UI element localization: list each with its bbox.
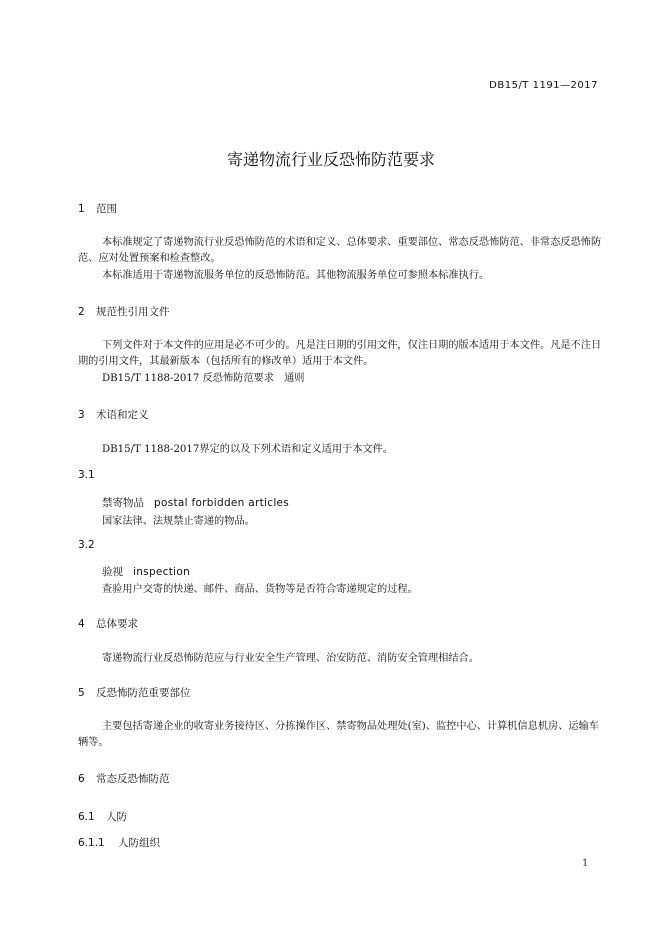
clause-number: 3.1 — [78, 469, 95, 481]
reference-item: DB15/T 1188-2017 反恐怖防范要求 通则 — [102, 373, 305, 384]
section-title: 范围 — [96, 203, 117, 215]
section-number: 4 — [78, 618, 85, 630]
subsection-title: 人防组织 — [118, 837, 160, 849]
section-title: 规范性引用文件 — [96, 306, 170, 318]
section-number: 3 — [78, 409, 85, 421]
term-english: postal forbidden articles — [154, 497, 290, 509]
subsection-number: 6.1 — [78, 811, 95, 823]
paragraph: 本标准规定了寄递物流行业反恐怖防范的术语和定义、总体要求、重要部位、常态反恐怖防范、非常态反恐怖防范、应对处置预案和检查整改。 — [78, 237, 602, 264]
term-entry — [102, 564, 190, 579]
section-number: 5 — [78, 687, 85, 699]
section-number: 1 — [78, 203, 85, 215]
section-heading-general-requirements — [78, 616, 138, 631]
term-definition: 国家法律、法规禁止寄递的物品。 — [102, 516, 255, 527]
subsection-heading — [78, 835, 160, 850]
paragraph: 寄递物流行业反恐怖防范应与行业安全生产管理、治安防范、消防安全管理相结合。 — [102, 653, 479, 664]
section-title: 术语和定义 — [96, 409, 149, 421]
section-heading-routine-prevention — [78, 771, 170, 786]
section-number: 2 — [78, 306, 85, 318]
subsection-number: 6.1.1 — [78, 837, 105, 849]
section-heading-normative-references — [78, 304, 170, 319]
term-english: inspection — [133, 566, 191, 578]
term-chinese: 禁寄物品 — [102, 497, 144, 509]
page-title: 寄递物流行业反恐怖防范要求 — [226, 150, 435, 169]
paragraph: 下列文件对于本文件的应用是必不可少的。凡是注日期的引用文件，仅注日期的版本适用于本文件。凡是不注日期的引用文件，其最新版本（包括所有的修改单）适用于本文件。 — [78, 340, 602, 367]
paragraph: 主要包括寄递企业的收寄业务接待区、分拣操作区、禁寄物品处理处(室)、监控中心、计算机信息机房、运输车辆等。 — [78, 721, 599, 748]
section-title: 总体要求 — [96, 618, 138, 630]
section-heading-terms — [78, 407, 149, 422]
section-heading-key-areas — [78, 685, 191, 700]
section-title: 常态反恐怖防范 — [96, 773, 170, 785]
paragraph: DB15/T 1188-2017界定的以及下列术语和定义适用于本文件。 — [102, 444, 393, 455]
page-number: 1 — [582, 858, 589, 869]
term-definition: 查验用户交寄的快递、邮件、商品、货物等是否符合寄递规定的过程。 — [102, 584, 418, 595]
section-title: 反恐怖防范重要部位 — [96, 687, 191, 699]
section-number: 6 — [78, 773, 85, 785]
clause-number: 3.2 — [78, 539, 95, 551]
term-entry — [102, 495, 289, 510]
term-chinese: 验视 — [102, 566, 123, 578]
section-heading-scope — [78, 201, 117, 216]
document-id: DB15/T 1191—2017 — [489, 80, 598, 91]
paragraph: 本标准适用于寄递物流服务单位的反恐怖防范。其他物流服务单位可参照本标准执行。 — [102, 270, 490, 281]
subsection-title: 人防 — [106, 811, 127, 823]
subsection-heading — [78, 809, 127, 824]
